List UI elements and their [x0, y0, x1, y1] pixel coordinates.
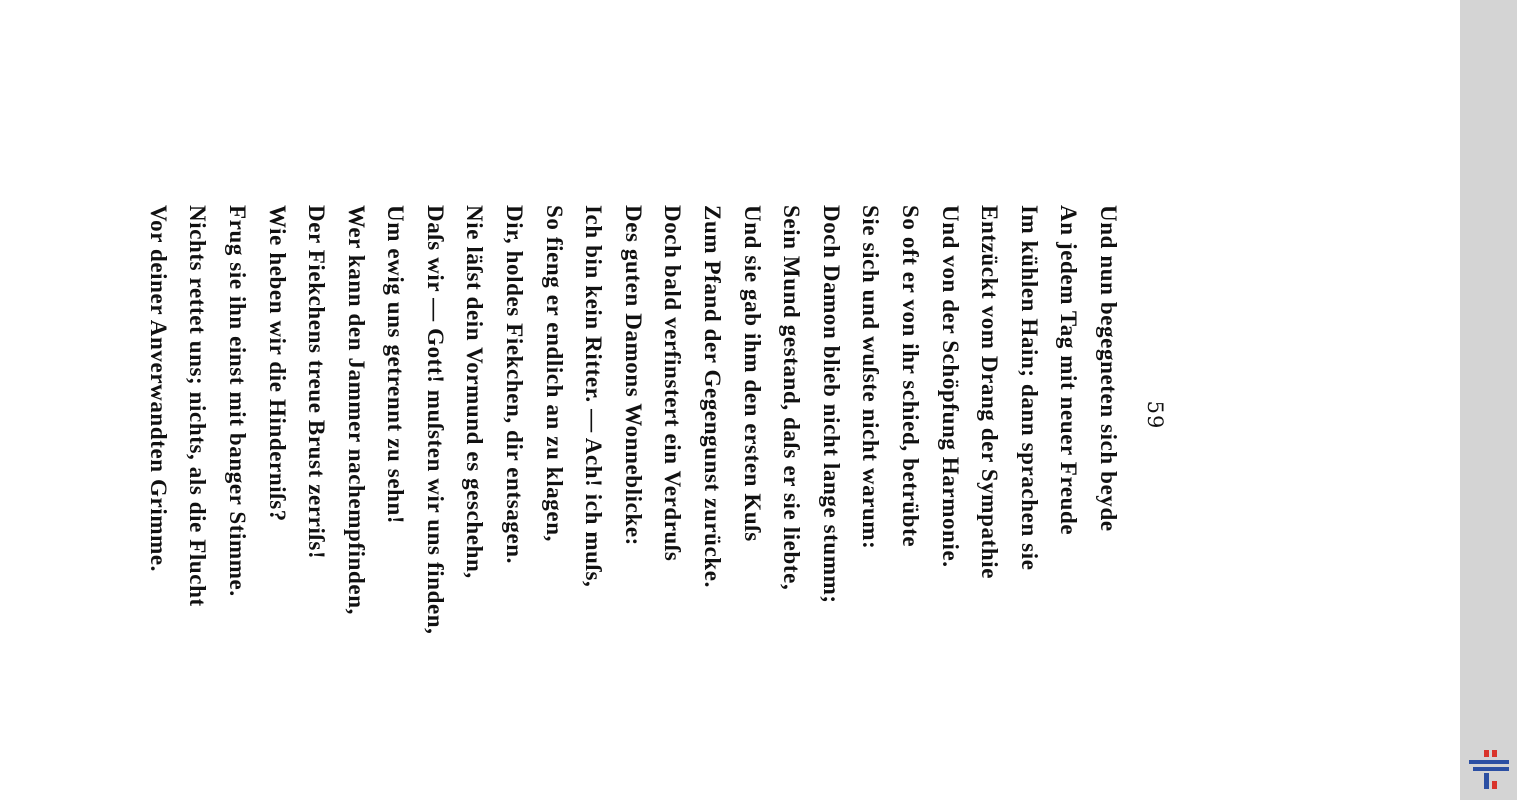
poem-line: So fieng er endlich an zu klagen,	[541, 205, 567, 542]
poem-line: Ich bin kein Ritter. — Ach! ich muſs,	[581, 205, 607, 588]
logo-blue-bar-1	[1469, 760, 1509, 764]
viewer-sidebar	[1460, 0, 1517, 800]
poem-line: Doch Damon blieb nicht lange stumm;	[818, 205, 844, 604]
poem-line: Dir, holdes Fiekchen, dir entsagen.	[502, 205, 528, 565]
page-number: 59	[1143, 400, 1167, 430]
ub-freiburg-logo-icon[interactable]	[1467, 748, 1513, 792]
logo-blue-stem	[1484, 773, 1489, 789]
poem-text-block	[145, 205, 1170, 635]
poem-line: Und sie gab ihm den ersten Kuſs	[739, 205, 765, 542]
poem-line: Doch bald verfinstert ein Verdruſs	[660, 205, 686, 562]
poem-line: Nichts rettet uns; nichts, als die Flucht	[185, 205, 211, 607]
poem-lines	[138, 205, 1128, 635]
poem-line: Wie heben wir die Hinderniſs?	[264, 205, 290, 522]
poem-line: Um ewig uns getrennt zu sehn!	[383, 205, 409, 525]
logo-red-bar-top-2	[1492, 750, 1497, 757]
poem-line: Der Fiekchens treue Brust zerriſs!	[304, 205, 330, 560]
poem-line: Wer kann den Jammer nachempfinden,	[343, 205, 369, 615]
poem-line: Zum Pfand der Gegengunst zurücke.	[700, 205, 726, 588]
poem-line: So oft er von ihr schied, betrübte	[898, 205, 924, 548]
poem-line: Vor deiner Anverwandten Grimme.	[145, 205, 171, 572]
poem-line: Sie sich und wuſste nicht warum:	[858, 205, 884, 550]
poem-line: Im kühlen Hain; dann sprachen sie	[1016, 205, 1042, 571]
poem-line: Des guten Damons Wonneblicke:	[620, 205, 646, 546]
poem-line: Und nun begegneten sich beyde	[1096, 205, 1121, 532]
poem-line: Nie läſst dein Vormund es geschehn,	[462, 205, 488, 579]
poem-line: Sein Mund gestand, daſs er sie liebte,	[779, 205, 805, 591]
logo-blue-bar-2	[1473, 767, 1509, 771]
logo-red-bar-top	[1484, 750, 1489, 757]
poem-line: An jedem Tag mit neuer Freude	[1056, 205, 1082, 536]
poem-line: Entzückt vom Drang der Sympathie	[977, 205, 1003, 580]
logo-red-bar-bottom	[1492, 781, 1497, 789]
poem-line: Daſs wir — Gott! muſsten wir uns finden,	[422, 205, 448, 635]
poem-line: Frug sie ihn einst mit banger Stimme.	[224, 205, 250, 597]
poem-line: Und von der Schöpfung Harmonie.	[937, 205, 963, 568]
